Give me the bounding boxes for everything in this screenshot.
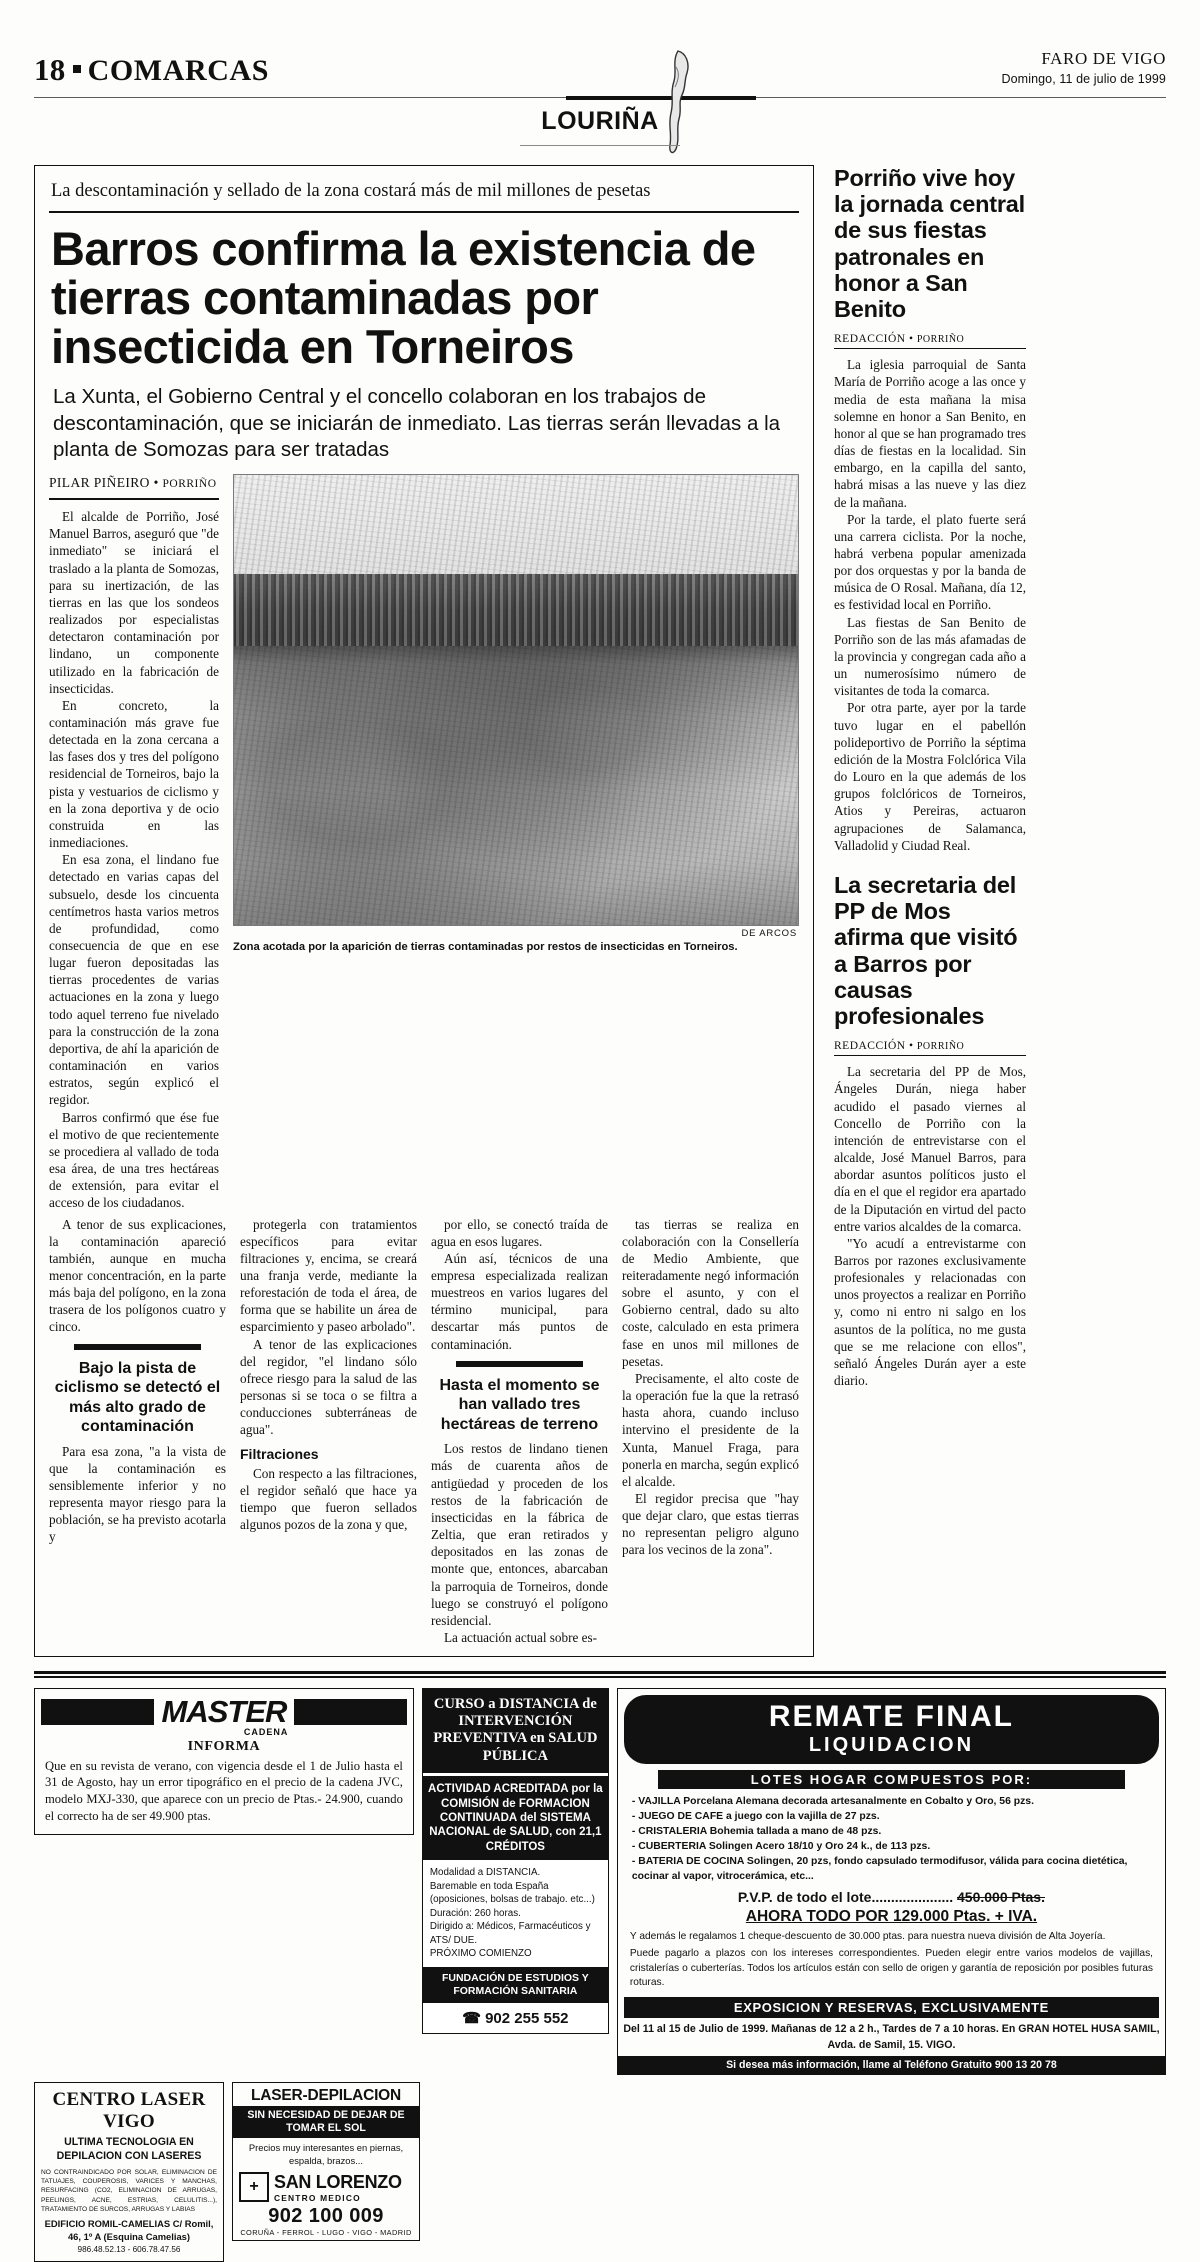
- san-lorenzo-brand: [233, 2172, 419, 2203]
- remate-item: - BATERIA DE COCINA Solingen, 20 pzs, fondo capsulado termodifusor, válida para cocina dietética, cocinar al vapor, vitrocerámica, etc...: [631, 1856, 1128, 1883]
- remate-title-block: [624, 1695, 1159, 1764]
- zone-rule: [520, 145, 680, 147]
- pull-quote-2: [431, 1361, 608, 1435]
- rail-byline-separator: •: [908, 332, 917, 345]
- curso-phone[interactable]: ☎ 902 255 552: [462, 2009, 569, 2027]
- remate-old-price: 450.000 Ptas.: [957, 1889, 1045, 1906]
- san-lorenzo-banner: SIN NECESIDAD DE DEJAR DE TOMAR EL SOL: [233, 2106, 419, 2138]
- master-logo: [158, 1693, 291, 1737]
- remate-title-line2: LIQUIDACION: [808, 1733, 975, 1756]
- article-photo-block: [233, 474, 799, 1212]
- ads-separator-thin: [34, 1676, 1166, 1678]
- curso-bullet: Duración: 260 horas.: [429, 1907, 521, 1919]
- san-lorenzo-text: Precios muy interesantes en piernas, espalda, brazos...: [248, 2142, 404, 2167]
- master-informa-label: INFORMA: [187, 1738, 261, 1754]
- pull-quote-text: Bajo la pista de ciclismo se detectó el más alto grado de contaminación: [54, 1359, 221, 1436]
- region-map-icon: [660, 47, 700, 157]
- rail-rule: [834, 1055, 1026, 1057]
- paragraph: tas tierras se realiza en colaboración con la Consellería de Medio Ambiente, que reiteradamente negó información sobre el asunto, y con el Gobierno central, dado su alto coste, calculado en esta primera fase en unos mil millones de pesetas.: [622, 1216, 799, 1369]
- square-bullet-icon: [73, 65, 81, 73]
- pull-quote-bar: [74, 1344, 201, 1350]
- paragraph: En concreto, la contaminación más grave fue detectada en la zona cercana a las fases dos y tres del polígono residencial de Torneiros, bajo la pista y vestuarios de ciclismo y en la zona deportiva y de ocio construida en las inmediaciones.: [49, 697, 219, 851]
- pull-quote-text: Hasta el momento se han vallado tres hectáreas de terreno: [439, 1376, 600, 1433]
- paper-name: FARO DE VIGO: [1041, 49, 1166, 68]
- curso-bullet: Baremable en toda España (oposiciones, bolsas de trabajo. etc...): [429, 1880, 595, 1906]
- paragraph: por ello, se conectó traída de agua en esos lugares.: [431, 1216, 608, 1249]
- article-subheading: Filtraciones: [240, 1445, 319, 1462]
- laser-vigo-phones[interactable]: 986.48.52.13 - 606.78.47.56: [77, 2244, 181, 2254]
- san-lorenzo-name-sub: CENTRO MEDICO: [274, 2192, 361, 2203]
- paragraph: Las fiestas de San Benito de Porriño son de las más afamadas de la provincia y congregan cada año a un numerosísimo número de visitantes de toda la comarca.: [834, 614, 1026, 699]
- byline-author: PILAR PIÑEIRO: [49, 474, 150, 490]
- page-number: 18: [34, 51, 66, 87]
- article-photo: [233, 474, 799, 926]
- rail-byline-author: REDACCIÓN: [834, 1039, 906, 1052]
- rail-spacer: [834, 854, 1026, 872]
- remate-item: - CRISTALERIA Bohemia tallada a mano de 48 pzs.: [631, 1825, 882, 1837]
- byline-city: PORRIÑO: [162, 477, 217, 490]
- remate-item: - CUBERTERIA Solingen Acero 18/10 y Oro 24 k., de 113 pzs.: [631, 1840, 931, 1852]
- master-bar-right: [294, 1699, 407, 1725]
- masthead-right: [1002, 48, 1167, 88]
- rail-body-2: [834, 1063, 1026, 1389]
- ads-row-2: [34, 2082, 1166, 2262]
- folio: [34, 52, 269, 88]
- photo-credit: DE ARCOS: [741, 927, 797, 939]
- laser-vigo-services: NO CONTRAINDICADO POR SOLAR, ELIMINACION DE TATUAJES, COUPEROSIS, VARICES Y MANCHAS, RESURFACING (CO2, ELIMINACION DE ARRUGAS, PEELINGS, ACNE, ESTRIAS, CELULITIS...), TRATAMIENTO DE SURCOS, ARRUGAS Y LABIAS: [41, 2168, 217, 2213]
- article-standfirst: La Xunta, el Gobierno Central y el concello colaboran en los trabajos de descontaminación, que se iniciarán de inmediato. Las tierras serán llevadas a la planta de Somozas para ser tratadas: [53, 385, 781, 462]
- san-lorenzo-name-text: SAN LORENZO: [274, 2171, 402, 2192]
- ads-row-1: [34, 1688, 1166, 2075]
- paragraph: El alcalde de Porriño, José Manuel Barros, aseguró que "de inmediato" se iniciará el traslado a la planta de Somozas, para su inertización, de las tierras en las que los sondeos realizados por especialistas detectaron contaminación por lindano, un componente utilizado en la fabricación de insecticidas.: [49, 509, 219, 696]
- rail-byline-separator: •: [908, 1039, 917, 1052]
- article-kicker: La descontaminación y sellado de la zona costará más de mil millones de pesetas: [51, 180, 651, 201]
- master-logo-bar: [35, 1689, 413, 1735]
- zone-label: LOURIÑA: [541, 106, 659, 135]
- remate-schedule: Del 11 al 15 de Julio de 1999. Mañanas de 12 a 2 h., Tardes de 7 a 10 horas. En GRAN HOTEL HUSA SAMIL, Avda. de Samil, 15. VIGO.: [623, 2023, 1160, 2051]
- page-grid: [34, 165, 1166, 1657]
- paragraph: En esa zona, el lindano fue detectado en varias capas del subsuelo, desde los cincuenta centímetros hasta varios metros de profundidad, como consecuencia de que en ese lugar fueron depositadas las tierras procedentes de varias actuaciones en la zona y luego todo aquel terreno fue nivelado para la construcción de la zona deportiva, de ahí la aparición de contaminación en varios estratos, según explicó el regidor.: [49, 852, 219, 1108]
- san-lorenzo-cities: CORUÑA - FERROL - LUGO - VIGO - MADRID: [240, 2227, 412, 2237]
- article-lower-columns: [49, 1216, 799, 1647]
- publication-date: Domingo, 11 de julio de 1999: [1001, 71, 1166, 86]
- curso-bullet: PRÓXIMO COMIENZO: [429, 1948, 532, 1960]
- ads-separator: [34, 1671, 1166, 1674]
- ad-centro-laser-vigo[interactable]: [34, 2082, 224, 2262]
- master-bar-left: [41, 1699, 154, 1725]
- main-article: [34, 165, 814, 1657]
- masthead: [34, 0, 1166, 88]
- remate-old-price-label: P.V.P. de todo el lote.....................: [737, 1889, 954, 1906]
- laser-vigo-title: CENTRO LASER VIGO: [52, 2089, 206, 2132]
- curso-bullets: [423, 1860, 608, 1967]
- paragraph: Los restos de lindano tienen más de cuarenta años de antigüedad y proceden de los restos de la fabricación de insecticidas en la fábrica de Zeltia, que eran retirados y depositados en las zonas de monte que, entonces, abarcaban la parroquia de Torneiros, donde luego se construyó el polígono residencial.: [431, 1441, 608, 1628]
- paragraph: Precisamente, el alto coste de la operación fue la que la retrasó hasta ahora, cuando incluso intervino el presidente de la Xunta, Manuel Fraga, para ponerla en marcha, según explicó el alcalde.: [622, 1370, 799, 1489]
- ad-master-cadena[interactable]: [34, 1688, 414, 1835]
- remate-new-price: AHORA TODO POR 129.000 Ptas. + IVA.: [745, 1908, 1038, 1926]
- right-rail: [834, 165, 1026, 1657]
- master-logo-text: MASTER: [161, 1693, 287, 1729]
- paragraph: protegerla con tratamientos específicos para evitar filtraciones y, encima, se creará una franja verde, mediante la reforestación de toda el área, de forma que se habilite un área de esparcimiento y paseo arbolado".: [240, 1216, 417, 1335]
- laser-vigo-subtitle: ULTIMA TECNOLOGIA EN DEPILACION CON LASERES: [56, 2136, 202, 2162]
- rail-byline-city: PORRIÑO: [916, 333, 965, 345]
- zone-banner: [34, 99, 1166, 159]
- ad-remate-final[interactable]: [617, 1688, 1166, 2075]
- curso-bullet: Dirigido a: Médicos, Farmacéuticos y ATS/ DUE.: [429, 1921, 591, 1946]
- paragraph: Barros confirmó que ése fue el motivo de que recientemente se procediera al vallado de toda esa área, de una tres hectáreas de extensión, para evitar el acceso de los ciudadanos.: [49, 1109, 219, 1211]
- paragraph: Por la tarde, el plato fuerte será una carrera ciclista. Por la noche, habrá verbena popular amenizada por dos orquestas y por la banda de música de O Rosal. Mañana, día 12, es festividad local en Porriño.: [834, 511, 1026, 613]
- rail-byline-author: REDACCIÓN: [834, 332, 906, 345]
- master-logo-sub: CADENA: [243, 1726, 289, 1737]
- curso-accreditation: ACTIVIDAD ACREDITADA por la COMISIÓN de FORMACION CONTINUADA del SISTEMA NACIONAL de SALUD, con 21,1 CRÉDITOS: [423, 1776, 608, 1860]
- paragraph: "Yo acudí a entrevistarme con Barros por razones exclusivamente profesionales y relacionadas con unos proyectos a realizar en Porriño y, como ni entro ni salgo en los asuntos de la política, no me gusta que se me relacione con ellos", señaló Ángeles Durán ayer a este diario.: [834, 1235, 1026, 1389]
- san-lorenzo-phone[interactable]: 902 100 009: [268, 2204, 384, 2227]
- remate-note-2: Puede pagarlo a plazos con los intereses correspondientes. Pueden elegir entre varios modelos de vajillas, cristalerías o cuberterías. Todos los artículos están con sello de origen y garantía de reposición por posibles futuras roturas.: [629, 1948, 1153, 1988]
- byline-rule: [49, 498, 219, 500]
- kicker-rule: [49, 211, 799, 214]
- byline: [49, 474, 219, 496]
- article-column-1: [49, 474, 219, 1212]
- remate-expo-banner: EXPOSICION Y RESERVAS, EXCLUSIVAMENTE: [624, 1997, 1159, 2018]
- medical-cross-icon: +: [239, 2172, 269, 2202]
- paragraph: Con respecto a las filtraciones, el regidor señaló que hace ya tiempo que fueron sellados algunos pozos de la zona y que,: [240, 1465, 417, 1533]
- pull-quote-bar: [456, 1361, 583, 1367]
- rail-byline-city: PORRIÑO: [916, 1040, 965, 1052]
- san-lorenzo-title: LASER-DEPILACION: [250, 2087, 402, 2104]
- curso-title: CURSO a DISTANCIA de INTERVENCIÓN PREVENTIVA en SALUD PÚBLICA: [423, 1689, 608, 1774]
- rail-rule: [834, 348, 1026, 350]
- article-column-1-cont: [49, 1216, 226, 1647]
- remate-subtitle: LOTES HOGAR COMPUESTOS POR:: [658, 1770, 1125, 1789]
- remate-old-price-row: [618, 1884, 1165, 1906]
- paragraph: Por otra parte, ayer por la tarde tuvo lugar en el pabellón polideportivo de Porriño la séptima edición de la Mostra Folclórica Vila do Louro en la que además de los grupos folclóricos de Torneiros, Atios y Pereiras, actuaron agrupaciones de Salamanca, Valladolid y Ciudad Real.: [834, 700, 1026, 853]
- paragraph: A tenor de las explicaciones del regidor, "el lindano sólo ofrece riesgo para la salud de las personas si se toca o se filtra a conducciones subterráneas de agua".: [240, 1336, 417, 1438]
- article-column-2: [240, 1216, 417, 1647]
- remate-footer-phone[interactable]: Si desea más información, llame al Teléfono Gratuito 900 13 20 78: [618, 2056, 1165, 2074]
- article-column-3: [431, 1216, 608, 1647]
- pull-quote-1: [49, 1344, 226, 1437]
- article-upper-columns: [49, 474, 799, 1212]
- paragraph: La secretaria del PP de Mos, Ángeles Durán, niega haber acudido el pasado viernes al Concello de Porriño con la intención de entrevistarse con el alcalde, José Manuel Barros, para abordar asuntos políticos justo el día en el que el regidor era apartado de la Diputación en virtud del pacto entre varios alcaldes de la comarca.: [834, 1064, 1026, 1234]
- paragraph: La actuación actual sobre es-: [444, 1630, 598, 1646]
- remate-item: - JUEGO DE CAFE a juego con la vajilla de 27 pzs.: [631, 1810, 880, 1822]
- master-ad-text: Que en su revista de verano, con vigencia desde el 1 de Julio hasta el 31 de Agosto, hay un error tipográfico en el precio de la cadena JVC, modelo MXJ-330, que aparece con un precio de Ptas.- 24.900, cuando el correcto ha de ser 49.900 ptas.: [45, 1758, 403, 1823]
- paragraph: Para esa zona, "a la vista de que la contaminación es sensiblemente inferior y no representa mayor riesgo para la población, se ha previsto acotarla y: [49, 1443, 226, 1545]
- article-headline: Barros confirma la existencia de tierras contaminadas por insecticida en Torneiros: [51, 222, 756, 374]
- san-lorenzo-brand-name: [274, 2172, 402, 2203]
- photo-caption: Zona acotada por la aparición de tierras contaminadas por restos de insecticidas en Torneiros.: [233, 940, 738, 953]
- remate-title-line1: REMATE FINAL: [768, 1699, 1014, 1733]
- article-column-4: [622, 1216, 799, 1647]
- laser-vigo-address: EDIFICIO ROMIL-CAMELIAS C/ Romil, 46, 1º A (Esquina Camelias): [44, 2218, 214, 2242]
- paragraph: Aún así, técnicos de una empresa especializada realizan muestreos en varios lugares del término municipal, para descartar más puntos de contaminación.: [431, 1250, 608, 1352]
- remate-note-1: Y además le regalamos 1 cheque-descuento de 30.000 ptas. para nuestra nueva división de Alta Joyería.: [629, 1931, 1106, 1943]
- curso-bullet: Modalidad a DISTANCIA.: [429, 1867, 541, 1879]
- byline-separator: •: [153, 474, 163, 490]
- section-name: COMARCAS: [87, 53, 270, 87]
- paragraph: El regidor precisa que "hay que dejar claro, que estas tierras no representan peligro alguno para los vecinos de la zona".: [622, 1491, 799, 1558]
- rail-body-1: [834, 356, 1026, 854]
- rail-headline-2: La secretaria del PP de Mos afirma que visitó a Barros por causas profesionales: [834, 871, 1018, 1030]
- rail-byline-2: [834, 1040, 1026, 1052]
- ad-san-lorenzo[interactable]: [232, 2082, 420, 2241]
- remate-items: [618, 1794, 1165, 1884]
- rail-byline-1: [834, 333, 1026, 345]
- remate-item: - VAJILLA Porcelana Alemana decorada artesanalmente en Cobalto y Oro, 56 pzs.: [631, 1795, 1034, 1807]
- ad-curso-distancia[interactable]: [422, 1688, 609, 2034]
- paragraph: La iglesia parroquial de Santa María de Porriño acoge a las once y media de esta mañana la misa solemne en honor a San Benito, en honor al que se han programado tres días de fiestas en la localidad. Sin embargo, en la capilla del santo, habrá misas a las nueve y las diez de la mañana.: [834, 357, 1026, 510]
- rail-headline-1: Porriño vive hoy la jornada central de sus fiestas patronales en honor a San Benito: [834, 164, 1025, 323]
- paragraph: A tenor de sus explicaciones, la contaminación apareció también, aunque en mucha menor concentración, en la parte más baja del polígono, en la zona trasera de los polígonos cuatro y cinco.: [49, 1216, 226, 1335]
- curso-foundation: FUNDACIÓN DE ESTUDIOS Y FORMACIÓN SANITARIA: [423, 1967, 608, 2003]
